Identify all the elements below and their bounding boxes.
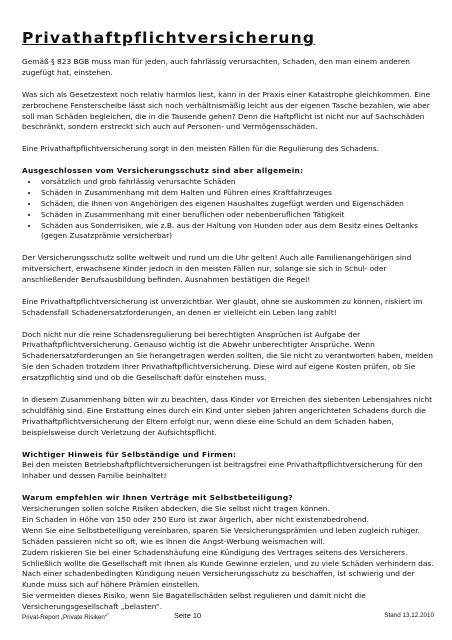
exclusion-list <box>22 177 434 242</box>
page-header <box>22 28 434 48</box>
paragraph: Eine Privathaftpflichtversicherung ist unverzichtbar. Wer glaubt, ohne sie auskommen zu können, riskiert im Schadensfall Schadenersatzforderungen, an denen er vielleicht ein Leben lang zahlt! <box>22 296 423 317</box>
list-item: • Schäden in Zusammenhang mit einer beruflichen oder nebenberuflichen Tätigkeit <box>39 210 434 221</box>
paragraph: Der Versicherungsschutz sollte weltweit und rund um die Uhr gelten! Auch alle Familienangehörigen sind mitversichert, erwachsene Kinder jedoch in den meisten Fällen nur, solange sie sich in Schul- oder anschließender Berufsausbildung befinden. Ausnahmen bestätigen die Regel! <box>22 253 412 285</box>
paragraph-line: Wenn Sie eine Selbstbeteiligung vereinbaren, sparen Sie Versicherungsprämien und leben zugleich ruhiger. <box>22 525 420 535</box>
section-heading: Warum empfehlen wir Ihnen Verträge mit Selbstbeteiligung? <box>22 493 294 503</box>
list-item: • Schäden in Zusammenhang mit dem Halten und Führen eines Kraftfahrzeuges <box>39 188 434 199</box>
footer-report-name: Privat-Report „Private Risiken“* <box>22 612 109 622</box>
paragraph-line: Ein Schaden in Höhe von 150 oder 250 Euro ist zwar ärgerlich, aber nicht existenzbedrohend. <box>22 514 369 524</box>
document-body <box>22 57 434 613</box>
section-heading: Ausgeschlossen vom Versicherungsschutz sind aber allgemein: <box>22 166 304 176</box>
footer-mark: * <box>107 612 109 617</box>
footer-date: Stand 13.12.2010 <box>384 612 434 619</box>
paragraph-line: Sie vermeiden dieses Risiko, wenn Sie Bagatellschäden selbst regulieren und damit nicht die Versicherungsgesellschaft „belasten“. <box>22 591 366 612</box>
paragraph: Gemäß § 823 BGB muss man für jeden, auch fahrlässig verursachten, Schaden, den man einem anderen zugefügt hat, einstehen. <box>22 57 410 77</box>
paragraph-line: Zudem riskieren Sie bei einer Schadenshäufung eine Kündigung des Vertrages seitens des Versicherers. Schließlich wollte die Gesellschaft mit Ihnen als Kunde Gewinne erzielen, und zu viele Schäden verhindern das. <box>22 547 434 568</box>
footer-page-number: Seite 10 <box>174 611 202 620</box>
paragraph: Bei den meisten Betriebshaftpflichtversicherungen ist beitragsfrei eine Privathaftpflichtversicherung für den Inhaber und dessen Familie beinhaltet! <box>22 460 423 481</box>
paragraph: Eine Privathaftpflichtversicherung sorgt in den meisten Fällen für die Regulierung des Schadens. <box>22 144 379 154</box>
paragraph-line: Nach einer schadenbedingten Kündigung neuen Versicherungsschutz zu beschaffen, ist schwierig und der Kunde muss sich auf höhere Prämien einstellen. <box>22 569 415 590</box>
paragraph-line: Schäden passieren nicht so oft, wie es ihnen die Angst-Werbung weismachen will. <box>22 536 325 546</box>
paragraph: In diesem Zusammenhang bitten wir zu beachten, dass Kinder vor Erreichen des siebenten Lebensjahres nicht schuldfähig sind. Eine Erstattung eines durch ein Kind unter sieben Jahren angerichteten Schadens durch die Privathaftpflichtversicherung der Eltern erfolgt nur, wenn diese eine Schuld an dem Schaden haben, beispielsweise durch Verletzung der Aufsichtspflicht. <box>22 394 433 437</box>
paragraph-line: Versicherungen sollen solche Risiken abdecken, die Sie selbst nicht tragen können. <box>22 504 330 514</box>
section-heading: Wichtiger Hinweis für Selbständige und Firmen: <box>22 449 237 459</box>
page-footer <box>22 612 434 624</box>
paragraph: Was sich als Gesetzestext noch relativ harmlos liest, kann in der Praxis einer Katastrophe gleichkommen. Eine zerbrochene Fensterscheibe lässt sich noch verhältnismäßig leicht aus der eigenen Tasche bezahlen, wie aber soll man Schäden begleichen, die in die Tausende gehen? Denn die Haftpflicht ist nicht nur auf Sachschäden beschränkt, sondern erstreckt sich auch auf Personen- und Vermögensschäden. <box>22 89 431 132</box>
list-item: • Schäden, die Ihnen von Angehörigen des eigenen Haushaltes zugefügt werden und Eigenschäden <box>39 199 434 210</box>
page-title: Privathaftpflichtversicherung <box>22 29 316 47</box>
list-item: • vorsätzlich und grob fahrlässig verursachte Schäden <box>39 177 434 188</box>
list-item: • Schäden aus Sonderrisiken, wie z.B. aus der Haltung von Hunden oder aus dem Besitz eines Oeltanks (gegen Zusatzprämie versicherbar) <box>39 221 434 243</box>
paragraph: Doch nicht nur die reine Schadensregulierung bei berechtigten Ansprüchen ist Aufgabe der Privathaftpflichtversicherung. Genauso wichtig ist die Abwehr unberechtigter Ansprüche. Wenn Schadenersatzforderungen an Sie herangetragen werden sollten, die Sie nicht zu verantworten haben, melden Sie den Schaden trotzdem Ihrer Privathaftpflichtversicherung. Diese wird auf eigene Kosten prüfen, ob Sie ersatzpflichtig sind und ob die Gesellschaft dafür einstehen muss. <box>22 329 433 383</box>
